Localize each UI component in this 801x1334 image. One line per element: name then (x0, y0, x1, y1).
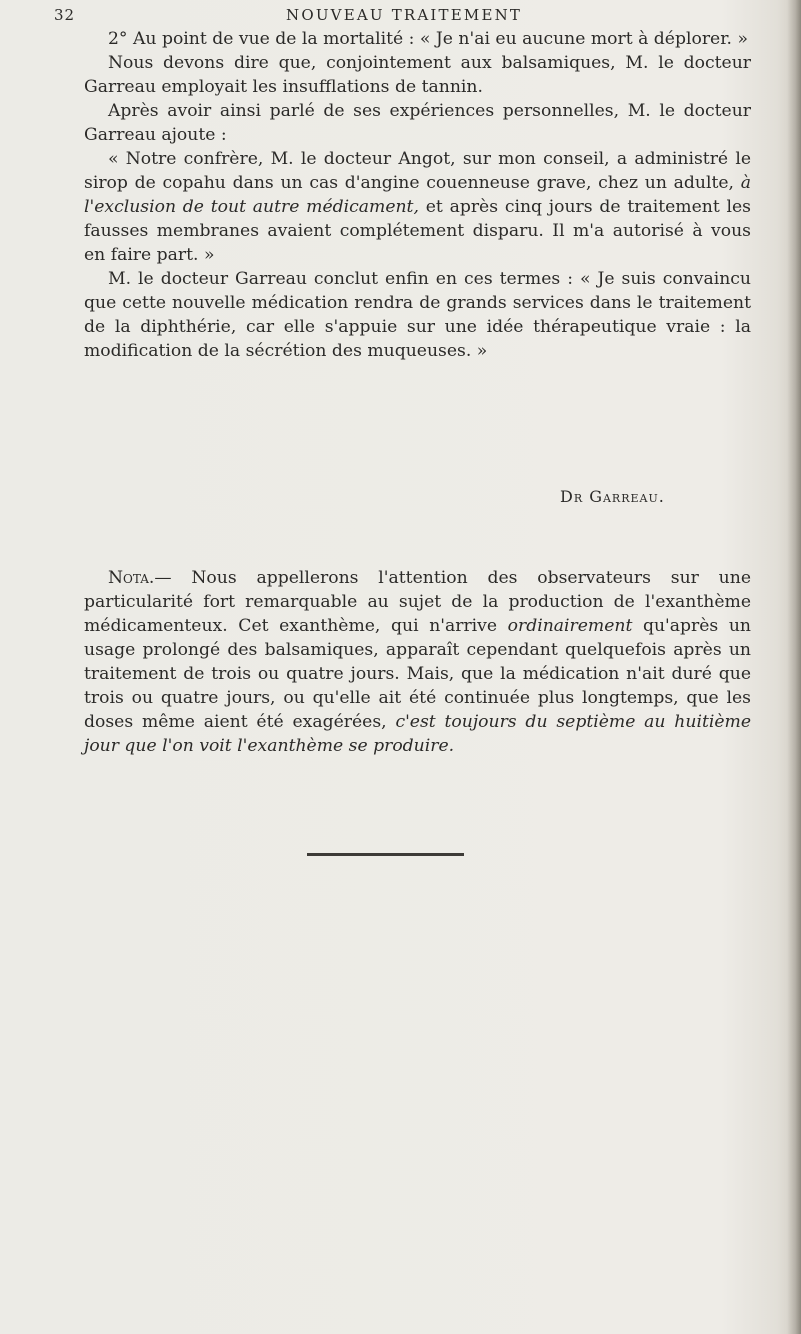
nota-block (84, 566, 751, 758)
nota-label: Nota. (108, 568, 155, 588)
emphasis-italic: à l'exclusion de tout autre médicament, (84, 173, 751, 217)
page-number: 32 (54, 6, 76, 24)
paragraph-mortality: 2° Au point de vue de la mortalité : « Je n'ai eu aucune mort à déplorer. » (108, 29, 748, 49)
running-head (54, 6, 754, 28)
nota-text-1: — Nous appellerons l'attention des observateurs sur une particularité fort remarquable au sujet de la production de l'exanthème médicamenteux. Cet exanthème, qui n'arrive (84, 568, 751, 636)
nota-italic-1: ordinairement (507, 616, 633, 636)
page-edge-shadow (787, 0, 801, 1334)
running-title: NOUVEAU TRAITEMENT (286, 6, 523, 24)
nota-paragraph (84, 566, 751, 758)
body-text (84, 27, 751, 363)
nota-text-2: qu'après un usage prolongé des balsamiques, apparaît cependant quelquefois après un traitement de trois ou quatre jours. Mais, que la médication n'ait duré que trois ou quatre jours, ou qu'elle ait été continuée plus longtemps, que les doses même aient été exagérées, (84, 616, 751, 732)
end-rule (307, 853, 464, 856)
paragraph-conclusion: M. le docteur Garreau conclut enfin en ces termes : « Je suis convaincu que cette nouvelle médication rendra de grands services dans le traitement de la diphthérie, car elle s'appuie sur une idée thérapeutique vraie : la modification de la sécrétion des muqueuses. » (84, 269, 751, 361)
paragraph-tannin: Nous devons dire que, conjointement aux balsamiques, M. le docteur Garreau employait les insufflations de tannin. (84, 53, 751, 97)
signature: Dr Garreau. (560, 487, 665, 506)
paragraph-angot: « Notre confrère, M. le docteur Angot, sur mon conseil, a administré le sirop de copahu dans un cas d'angine couenneuse grave, chez un adulte, à l'exclusion de tout autre médicament, et après cinq jours de traitement les fausses membranes avaient complétement disparu. Il m'a autorisé à vous en faire part. » (84, 149, 752, 265)
paragraph-experiences: Après avoir ainsi parlé de ses expériences personnelles, M. le docteur Garreau ajoute : (84, 101, 751, 145)
nota-italic-2: c'est toujours du septième au huitième jour que l'on voit l'exanthème se produire. (84, 712, 751, 756)
